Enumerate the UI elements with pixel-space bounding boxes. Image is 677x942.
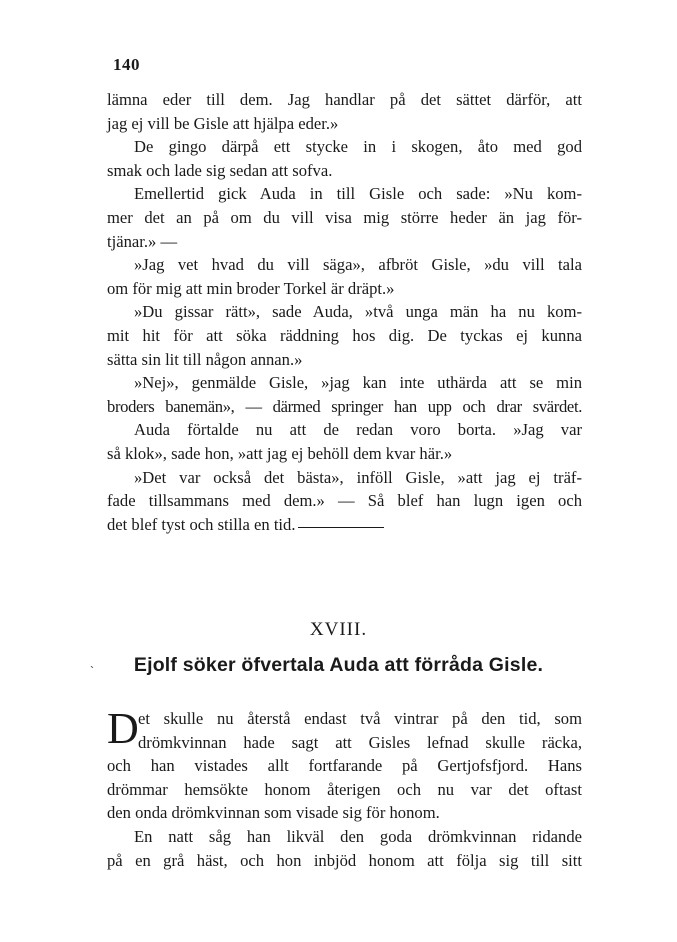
margin-mark: `	[90, 664, 94, 678]
paragraph	[107, 825, 582, 872]
text-line: Emellertid gick Auda in till Gisle och sade: »Nu kom-	[134, 184, 582, 204]
text-line: et skulle nu återstå endast två vintrar på den tid, som	[138, 709, 582, 728]
paragraph	[107, 253, 582, 300]
drop-cap: D	[107, 704, 139, 753]
text-line: och han vistades allt fortfarande på Gertjofsfjord. Hans	[107, 756, 582, 776]
text-line: jag ej vill be Gisle att hjälpa eder.»	[107, 113, 339, 133]
paragraph	[107, 300, 582, 371]
text-line: tjänar.» —	[107, 231, 178, 251]
text-line: En natt såg han likväl den goda drömkvinnan ridande	[134, 826, 582, 846]
text-line: det blef tyst och stilla en tid.	[107, 514, 296, 534]
text-line: smak och lade sig sedan att sofva.	[107, 160, 333, 180]
chapter-number: XVIII.	[309, 619, 368, 640]
text-line: fade tillsammans med dem.» — Så blef han lugn igen och	[107, 491, 582, 511]
text-line: så klok», sade hon, »att jag ej behöll dem kvar här.»	[107, 443, 453, 463]
text-line: lämna eder till dem. Jag handlar på det sättet därför, att	[107, 90, 582, 109]
paragraph	[107, 135, 582, 182]
paragraph	[107, 704, 582, 825]
paragraph	[107, 466, 582, 537]
text-line: drömkvinnan hade sagt att Gisles lefnad skulle räcka,	[138, 732, 582, 752]
bottom-text-block	[107, 704, 582, 872]
text-line: den onda drömkvinnan som visade sig för honom.	[107, 803, 440, 823]
section-divider	[298, 527, 384, 528]
text-line: »Nej», genmälde Gisle, »jag kan inte uthärda att se min	[134, 373, 582, 393]
paragraph	[107, 371, 582, 418]
top-text-block	[107, 88, 582, 536]
text-line: om för mig att min broder Torkel är dräpt.»	[107, 278, 395, 298]
paragraph	[107, 182, 582, 253]
paragraph	[107, 88, 582, 135]
text-line: De gingo därpå ett stycke in i skogen, åto med god	[134, 137, 582, 157]
text-line: »Det var också det bästa», inföll Gisle, »att jag ej träf-	[134, 467, 582, 487]
page-number: 140	[113, 55, 140, 74]
text-line: drömmar hemsökte honom återigen och nu var det oftast	[107, 779, 582, 799]
chapter-title: Ejolf söker öfvertala Auda att förråda Gisle.	[133, 654, 544, 676]
text-line: på en grå häst, och hon inbjöd honom att följa sig till sitt	[107, 850, 582, 870]
text-line: »Jag vet hvad du vill säga», afbröt Gisle, »du vill tala	[134, 255, 582, 275]
text-line: mer det an på om du vill visa mig större heder än jag för-	[107, 207, 582, 227]
text-line: sätta sin lit till någon annan.»	[107, 349, 303, 369]
text-line: mit hit för att söka räddning hos dig. De tyckas ej kunna	[107, 325, 582, 345]
text-line: Auda förtalde nu att de redan voro borta. »Jag var	[134, 420, 582, 440]
text-line: »Du gissar rätt», sade Auda, »två unga män ha nu kom-	[134, 302, 582, 322]
text-line: broders banemän», — därmed springer han upp och drar svärdet.	[107, 396, 582, 416]
paragraph	[107, 418, 582, 465]
